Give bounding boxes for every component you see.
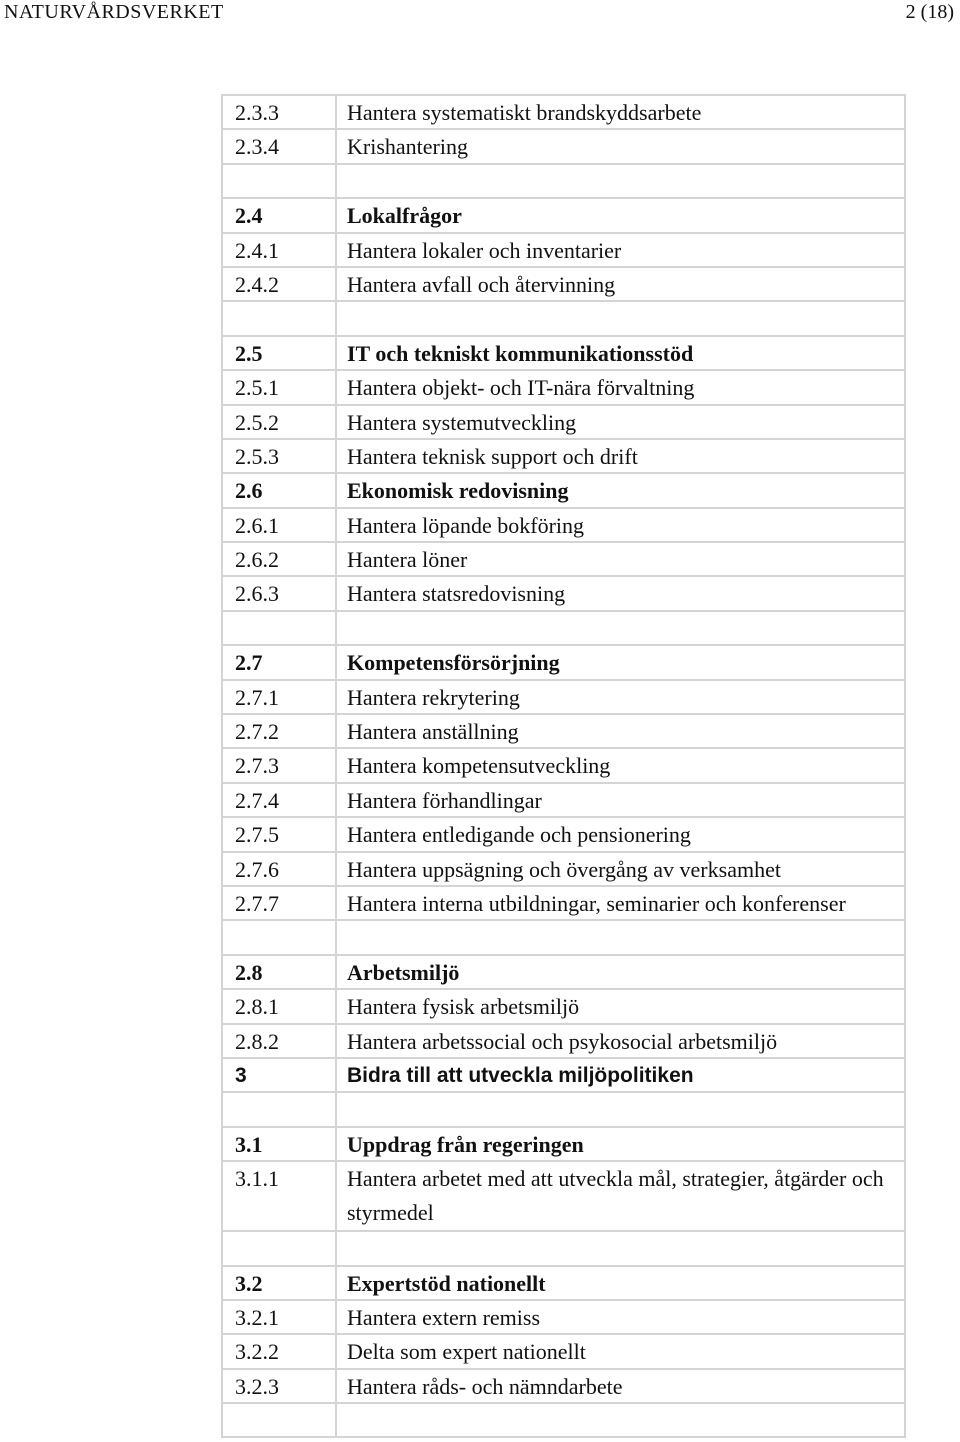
section-title: Ekonomisk redovisning: [336, 473, 905, 507]
toc-row: [222, 1058, 905, 1092]
section-title: Uppdrag från regeringen: [336, 1127, 905, 1161]
section-number: 2.7.6: [222, 852, 336, 886]
toc-row: [222, 852, 905, 886]
section-number: [222, 164, 336, 198]
section-title: Hantera interna utbildningar, seminarier och konferenser: [336, 886, 905, 920]
section-number: 2.4: [222, 198, 336, 232]
toc-row: [222, 714, 905, 748]
blank-row: [222, 301, 905, 335]
section-number: 3.2.1: [222, 1300, 336, 1334]
section-number: 3.2: [222, 1266, 336, 1300]
section-title: Hantera råds- och nämndarbete: [336, 1369, 905, 1403]
section-title: Hantera systematiskt brandskyddsarbete: [336, 95, 905, 129]
blank-row: [222, 1092, 905, 1126]
section-number: 2.7.2: [222, 714, 336, 748]
section-number: 2.5.2: [222, 405, 336, 439]
section-number: [222, 1231, 336, 1265]
section-title: Hantera löner: [336, 542, 905, 576]
toc-row: [222, 370, 905, 404]
section-title: [336, 611, 905, 645]
section-title: Hantera rekrytering: [336, 680, 905, 714]
toc-row: [222, 405, 905, 439]
toc-row: [222, 508, 905, 542]
section-number: 2.7.7: [222, 886, 336, 920]
section-number: [222, 301, 336, 335]
section-number: 2.5.3: [222, 439, 336, 473]
section-title: [336, 1092, 905, 1126]
toc-row: [222, 473, 905, 507]
section-title: Hantera lokaler och inventarier: [336, 233, 905, 267]
section-number: 2.5.1: [222, 370, 336, 404]
section-number: 3.1: [222, 1127, 336, 1161]
blank-row: [222, 920, 905, 954]
toc-row: [222, 1161, 905, 1231]
toc-row: [222, 989, 905, 1023]
section-title: Hantera löpande bokföring: [336, 508, 905, 542]
section-title: Hantera objekt- och IT-nära förvaltning: [336, 370, 905, 404]
toc-row: [222, 267, 905, 301]
toc-row: [222, 645, 905, 679]
section-title: IT och tekniskt kommunikationsstöd: [336, 336, 905, 370]
toc-row: [222, 955, 905, 989]
toc-row: [222, 198, 905, 232]
section-number: [222, 920, 336, 954]
section-title: [336, 1403, 905, 1437]
page-header: [0, 0, 960, 30]
organization-name: NATURVÅRDSVERKET: [4, 1, 224, 23]
toc-row: [222, 336, 905, 370]
section-title: Hantera entledigande och pensionering: [336, 817, 905, 851]
section-number: 2.7.1: [222, 680, 336, 714]
section-number: 3.2.2: [222, 1334, 336, 1368]
section-title: Hantera statsredovisning: [336, 576, 905, 610]
toc-row: [222, 1266, 905, 1300]
section-title: Expertstöd nationellt: [336, 1266, 905, 1300]
section-number: 2.5: [222, 336, 336, 370]
section-number: 2.6.2: [222, 542, 336, 576]
section-number: 2.7.4: [222, 783, 336, 817]
toc-row: [222, 129, 905, 163]
section-title: Delta som expert nationellt: [336, 1334, 905, 1368]
section-number: 3.2.3: [222, 1369, 336, 1403]
toc-row: [222, 680, 905, 714]
section-title: [336, 164, 905, 198]
blank-row: [222, 1403, 905, 1437]
section-title: Hantera förhandlingar: [336, 783, 905, 817]
section-title: Hantera kompetensutveckling: [336, 748, 905, 782]
toc-row: [222, 439, 905, 473]
section-number: 2.7.3: [222, 748, 336, 782]
section-title: Hantera fysisk arbetsmiljö: [336, 989, 905, 1023]
section-number: 2.6.3: [222, 576, 336, 610]
section-number: 2.4.1: [222, 233, 336, 267]
section-title: Hantera uppsägning och övergång av verksamhet: [336, 852, 905, 886]
toc-body: [222, 95, 905, 1437]
section-title: [336, 920, 905, 954]
section-number: 3.1.1: [222, 1161, 336, 1231]
blank-row: [222, 611, 905, 645]
section-number: 2.6.1: [222, 508, 336, 542]
section-number: 3: [222, 1058, 336, 1092]
section-number: [222, 1092, 336, 1126]
section-number: 2.8.2: [222, 1024, 336, 1058]
section-title: Hantera teknisk support och drift: [336, 439, 905, 473]
section-title: Krishantering: [336, 129, 905, 163]
section-title: [336, 1231, 905, 1265]
toc-row: [222, 1127, 905, 1161]
section-title: Hantera systemutveckling: [336, 405, 905, 439]
section-number: 2.8: [222, 955, 336, 989]
section-title: Hantera arbetet med att utveckla mål, strategier, åtgärder och styrmedel: [336, 1161, 905, 1231]
toc-row: [222, 748, 905, 782]
toc-row: [222, 1024, 905, 1058]
section-number: 2.4.2: [222, 267, 336, 301]
section-number: [222, 611, 336, 645]
toc-row: [222, 95, 905, 129]
section-title: [336, 301, 905, 335]
section-title: Arbetsmiljö: [336, 955, 905, 989]
blank-row: [222, 1231, 905, 1265]
toc-row: [222, 1334, 905, 1368]
section-number: [222, 1403, 336, 1437]
section-title: Lokalfrågor: [336, 198, 905, 232]
section-title: Hantera extern remiss: [336, 1300, 905, 1334]
section-title: Hantera arbetssocial och psykosocial arbetsmiljö: [336, 1024, 905, 1058]
section-number: 2.7.5: [222, 817, 336, 851]
section-number: 2.3.4: [222, 129, 336, 163]
toc-row: [222, 783, 905, 817]
section-number: 2.6: [222, 473, 336, 507]
section-number: 2.7: [222, 645, 336, 679]
section-number: 2.8.1: [222, 989, 336, 1023]
toc-row: [222, 1369, 905, 1403]
toc-row: [222, 886, 905, 920]
blank-row: [222, 164, 905, 198]
toc-row: [222, 1300, 905, 1334]
section-number: 2.3.3: [222, 95, 336, 129]
toc-row: [222, 233, 905, 267]
section-title: Hantera anställning: [336, 714, 905, 748]
toc-row: [222, 542, 905, 576]
toc-row: [222, 817, 905, 851]
toc-table: [221, 94, 906, 1438]
section-title: Kompetensförsörjning: [336, 645, 905, 679]
section-title: Hantera avfall och återvinning: [336, 267, 905, 301]
toc-row: [222, 576, 905, 610]
page-number: 2 (18): [905, 1, 954, 23]
section-title: Bidra till att utveckla miljöpolitiken: [336, 1058, 905, 1092]
